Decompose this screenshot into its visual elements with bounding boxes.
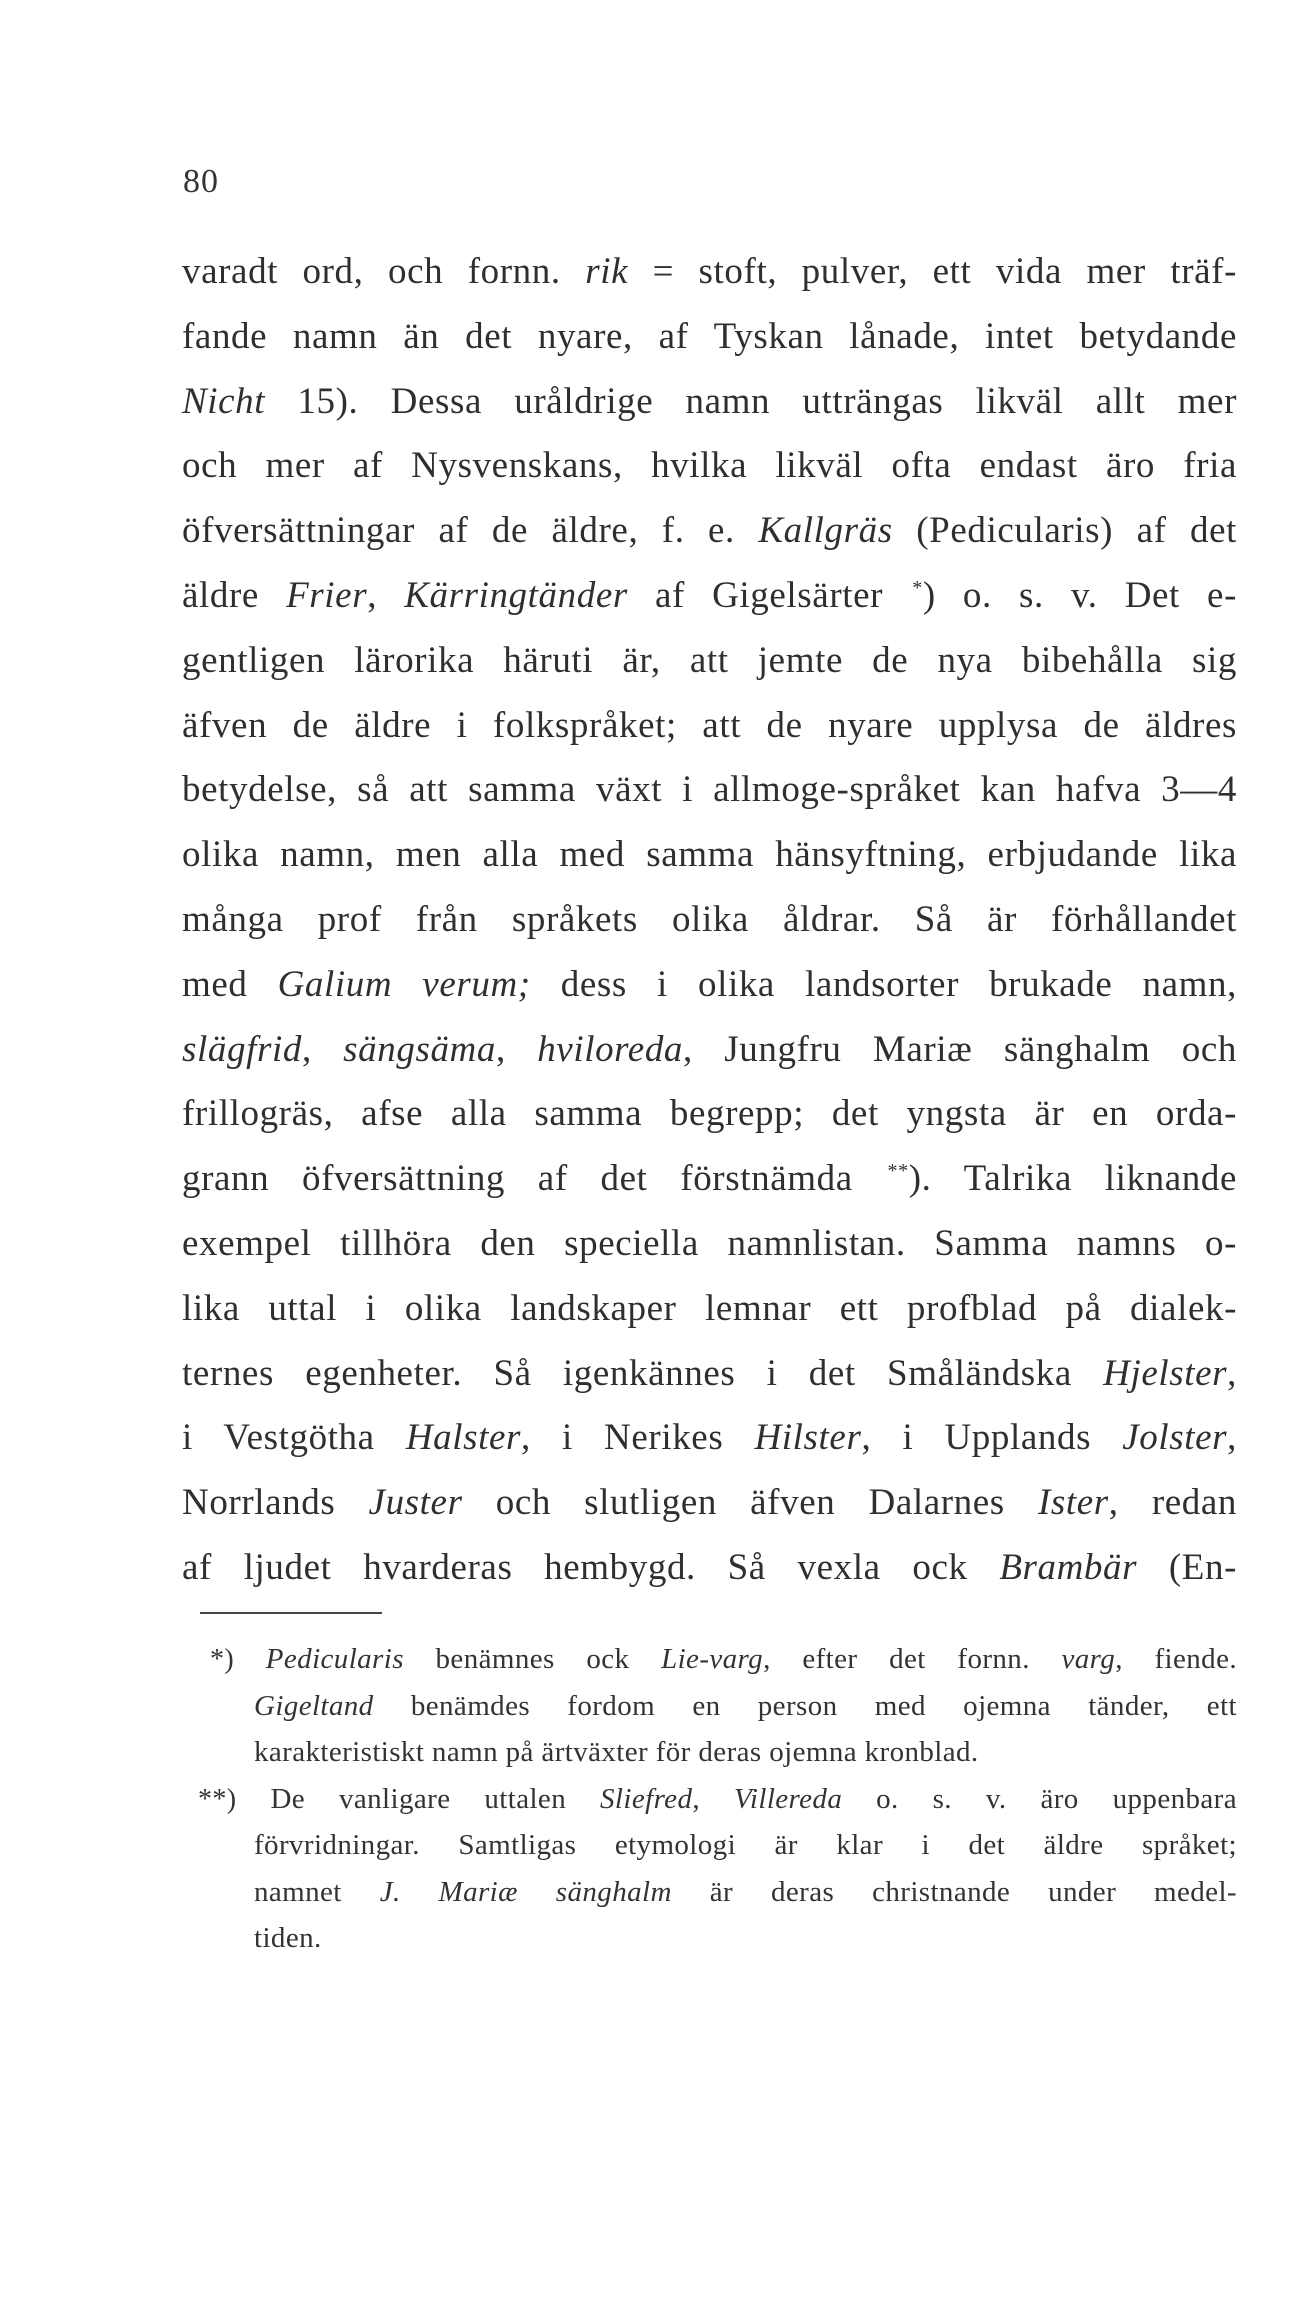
italic-term: sängsäma [343,1028,496,1070]
text-segment: ternes egenheter. Så igenkännes i det Småländska [182,1352,1104,1394]
text-segment: , Jungfru Mariæ sänghalm och [683,1028,1238,1070]
text-segment: är deras christnande under medel- [671,1875,1237,1908]
text-segment: , [692,1782,734,1815]
italic-term: Brambär [999,1546,1138,1588]
text-segment: ) o. s. v. Det e- [922,574,1238,616]
text-line [182,1147,1237,1212]
text-segment: många prof från språkets olika åldrar. Så är förhållandet [182,898,1237,940]
text-segment: äldre [182,574,287,616]
footnote-divider [200,1612,382,1614]
italic-term: Juster [368,1482,463,1524]
text-segment: benämdes fordom en person med ojemna tänder, ett [373,1689,1237,1722]
italic-term: hviloreda [537,1028,684,1070]
text-segment: namnet [254,1875,380,1908]
body-text [182,240,1237,1601]
footnote-reference: * [912,576,923,599]
text-segment: , i Nerikes [521,1417,755,1459]
text-segment: , fiende. [1115,1643,1237,1675]
text-segment: benämnes ock [403,1643,662,1675]
text-segment: frillogräs, afse alla samma begrepp; det yngsta är en orda- [182,1093,1237,1135]
text-line [182,888,1237,953]
text-line [182,305,1237,370]
footnote-marker: **) [198,1783,237,1815]
italic-term: Kallgräs [758,510,893,552]
text-segment: dess i olika landsorter brukade namn, [530,963,1237,1005]
text-segment: varadt ord, och fornn. [182,251,586,292]
text-segment: lika uttal i olika landskaper lemnar ett profblad på dialek- [182,1287,1237,1329]
italic-term: varg [1061,1643,1116,1675]
text-line [182,758,1237,823]
text-segment: , efter det fornn. [763,1643,1062,1675]
footnote-line [210,1822,1237,1869]
footnote-line [210,1869,1237,1916]
text-segment: olika namn, men alla med samma hänsyftning, erbjudande lika [182,834,1237,876]
footnote-marker: *) [210,1644,235,1675]
text-segment: af ljudet hvarderas hembygd. Så vexla ock [182,1546,1000,1588]
italic-term: Hilster [754,1417,862,1459]
text-line [182,823,1237,888]
text-segment: 15). Dessa uråldrige namn utträngas likväl allt mer [265,380,1237,422]
italic-term: Halster [405,1417,522,1459]
text-segment: , [1227,1352,1237,1394]
italic-term: rik [585,251,629,292]
text-segment: karakteristiskt namn på ärtväxter för deras ojemna kronblad. [254,1736,979,1768]
text-segment: betydelse, så att samma växt i allmoge-språket kan hafva 3—4 [182,769,1237,811]
italic-term: Ister [1037,1482,1109,1524]
text-segment: o. s. v. äro uppenbara [842,1782,1237,1815]
text-line [182,953,1237,1018]
text-segment: förvridningar. Samtligas etymologi är klar i det äldre språket; [254,1829,1237,1861]
text-line [182,1212,1237,1277]
italic-term: Hjelster [1103,1352,1228,1394]
text-segment: , redan [1108,1482,1237,1524]
text-line [182,694,1237,759]
footnote-reference: ** [887,1159,909,1182]
italic-term: Gigeltand [254,1689,374,1722]
text-segment: och mer af Nysvenskans, hvilka likväl ofta endast äro fria [182,445,1237,487]
footnote-line [198,1776,1237,1823]
footnote-line [210,1683,1237,1730]
text-segment: fande namn än det nyare, af Tyskan lånade, intet betydande [182,315,1237,357]
text-segment: äfven de äldre i folkspråket; att de nyare upplysa de äldres [182,704,1237,746]
text-line [182,629,1237,694]
text-segment: med [182,963,278,1005]
italic-term: J. Mariæ sänghalm [379,1875,672,1908]
footnotes [198,1636,1237,1962]
text-segment: och slutligen äfven Dalarnes [462,1482,1038,1524]
text-line [182,1082,1237,1147]
text-line [182,1471,1237,1536]
italic-term: Sliefred [600,1782,693,1815]
text-line [182,370,1237,435]
italic-term: Pedicularis [265,1643,404,1675]
text-segment [234,1643,266,1675]
text-segment: , [495,1028,538,1070]
text-segment: (Pedicularis) af det [892,510,1238,552]
text-segment: öfversättningar af de äldre, f. e. [182,510,759,552]
text-segment: grann öfversättning af det förstnämda [182,1158,886,1200]
italic-term: Villereda [733,1782,843,1815]
text-line [182,1406,1237,1471]
text-segment: exempel tillhöra den speciella namnlistan. Samma namns o- [182,1222,1237,1264]
text-line [182,1342,1237,1407]
italic-term: Lie-varg [661,1643,764,1675]
text-line [182,434,1237,499]
text-line [182,240,1237,305]
text-segment: , i Upplands [861,1417,1123,1459]
text-segment: , [367,574,405,616]
italic-term: Nicht [182,380,266,422]
footnote-line [210,1915,1237,1962]
page-number: 80 [183,163,219,200]
text-segment: tiden. [254,1922,322,1954]
text-line [182,564,1237,629]
italic-term: Galium verum; [277,963,531,1005]
text-segment: = stoft, pulver, ett vida mer träf- [628,251,1237,292]
text-segment: De vanligare uttalen [236,1782,601,1815]
text-segment: (En- [1137,1546,1237,1588]
text-segment: , [1227,1417,1238,1459]
italic-term: Frier [286,574,368,616]
text-segment: i Vestgötha [182,1417,406,1459]
text-segment: , [301,1028,344,1070]
italic-term: Jolster [1122,1417,1228,1459]
text-segment: ). Talrika liknande [908,1158,1237,1200]
text-line [182,1536,1237,1601]
footnote-line [210,1729,1237,1776]
text-segment: Norrlands [182,1482,369,1524]
text-segment: af Gigelsärter [627,574,911,616]
text-segment: gentligen lärorika häruti är, att jemte de nya bibehålla sig [182,639,1237,681]
text-line [182,1018,1237,1083]
text-line [182,1277,1237,1342]
italic-term: Kärringtänder [404,574,628,616]
footnote-line [210,1636,1237,1683]
italic-term: slägfrid [182,1028,302,1070]
text-line [182,499,1237,564]
